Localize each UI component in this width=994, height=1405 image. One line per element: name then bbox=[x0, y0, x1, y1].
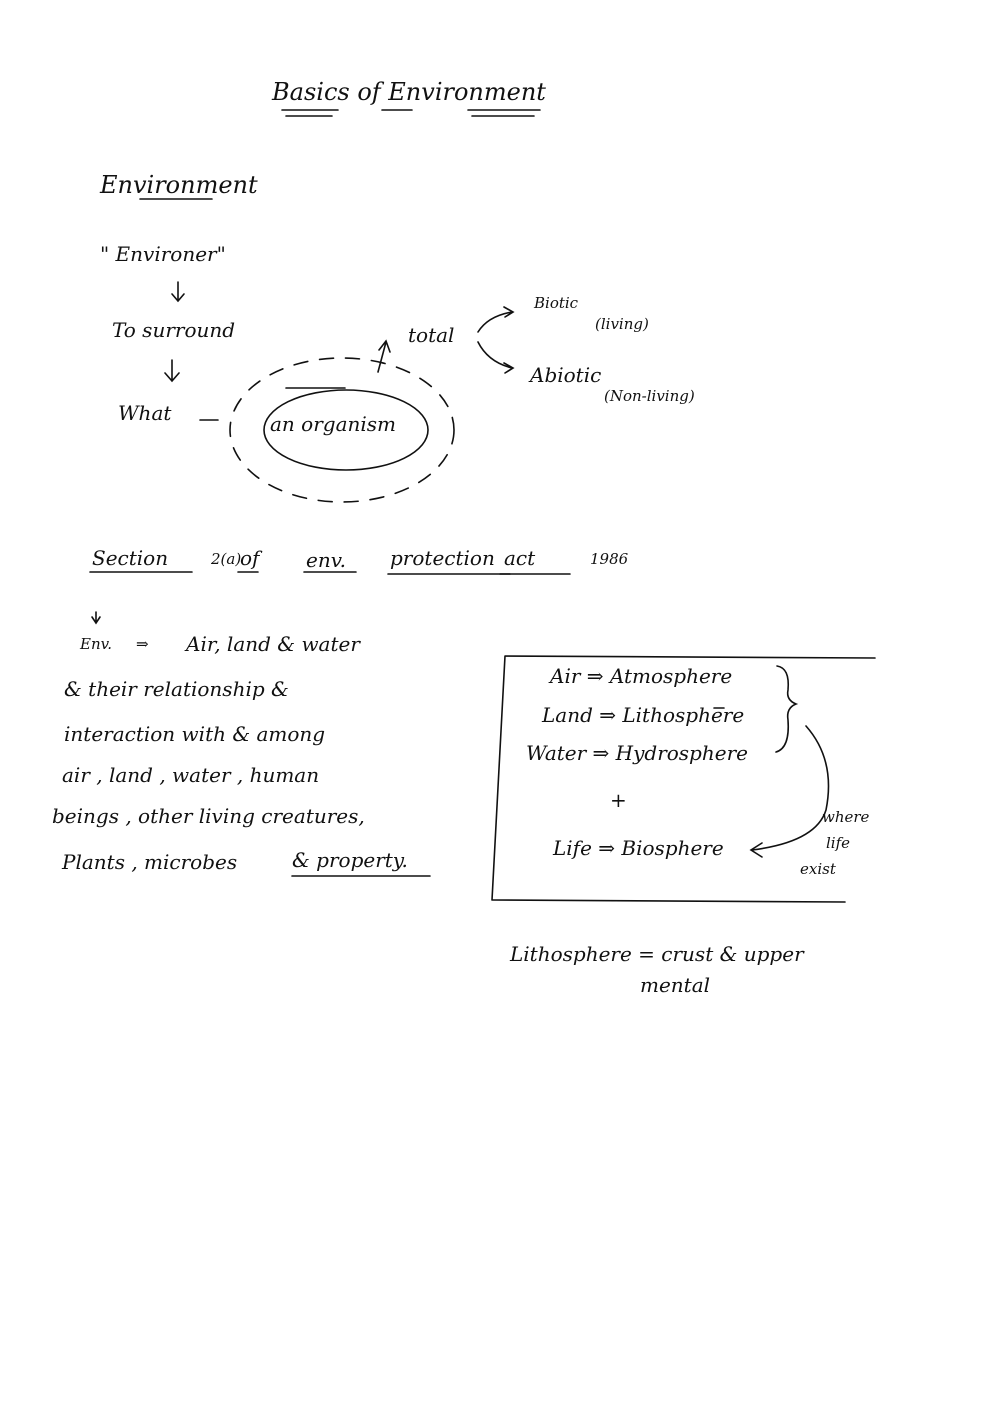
title-underline-basics bbox=[282, 110, 338, 116]
definition-line-6a: Plants , microbes bbox=[62, 850, 238, 874]
section-of: of bbox=[240, 546, 260, 570]
page-title: Basics of Environment bbox=[272, 78, 546, 106]
lithosphere-note-line2: mental bbox=[640, 973, 711, 997]
section-env: env. bbox=[306, 548, 346, 572]
sphere-land: Land ⇒ Lithosphere bbox=[542, 703, 745, 727]
origin-meaning: To surround bbox=[112, 318, 236, 342]
title-underline-environment bbox=[468, 110, 540, 116]
arrow-down-1 bbox=[172, 282, 184, 301]
section-protection: protection bbox=[390, 546, 495, 570]
section-act: act bbox=[504, 546, 536, 570]
abiotic-label: Abiotic bbox=[530, 363, 602, 387]
definition-line-2: & their relationship & bbox=[64, 677, 289, 701]
sphere-note-life: life bbox=[826, 834, 851, 852]
arrow-to-biosphere bbox=[751, 726, 829, 857]
definition-line-4: air , land , water , human bbox=[62, 763, 320, 787]
arrow-to-biotic bbox=[478, 307, 513, 332]
definition-implies-arrow: ⇒ bbox=[136, 635, 149, 653]
organism-label: an organism bbox=[270, 412, 396, 436]
section-number: 2(a) bbox=[211, 550, 242, 568]
lithosphere-note-line1: Lithosphere = crust & upper bbox=[510, 942, 804, 966]
total-label: total bbox=[408, 323, 455, 347]
spheres-brace bbox=[776, 666, 796, 752]
abiotic-note: (Non-living) bbox=[604, 387, 695, 405]
definition-line-1: Air, land & water bbox=[186, 632, 360, 656]
definition-line-3: interaction with & among bbox=[64, 722, 326, 746]
section-year: 1986 bbox=[590, 550, 629, 568]
sphere-air: Air ⇒ Atmosphere bbox=[550, 664, 733, 688]
arrow-to-abiotic bbox=[478, 342, 513, 373]
sphere-life: Life ⇒ Biosphere bbox=[553, 836, 724, 860]
arrow-up-total bbox=[378, 341, 390, 372]
sphere-note-exist: exist bbox=[800, 860, 836, 878]
definition-env: Env. bbox=[80, 635, 113, 653]
definition-line-6b: & property. bbox=[292, 848, 408, 872]
sphere-note-where: where bbox=[822, 808, 870, 826]
arrow-down-3 bbox=[92, 612, 100, 623]
biotic-label: Biotic bbox=[534, 294, 579, 312]
section-heading: Environment bbox=[100, 171, 258, 199]
sphere-water: Water ⇒ Hydrosphere bbox=[526, 741, 748, 765]
origin-word: " Environer" bbox=[100, 242, 226, 266]
section-word: Section bbox=[92, 546, 169, 570]
arrow-down-2 bbox=[165, 360, 179, 381]
biotic-note: (living) bbox=[595, 315, 649, 333]
definition-line-5: beings , other living creatures, bbox=[52, 804, 365, 828]
origin-what: What bbox=[118, 401, 172, 425]
sphere-plus: + bbox=[610, 788, 627, 812]
